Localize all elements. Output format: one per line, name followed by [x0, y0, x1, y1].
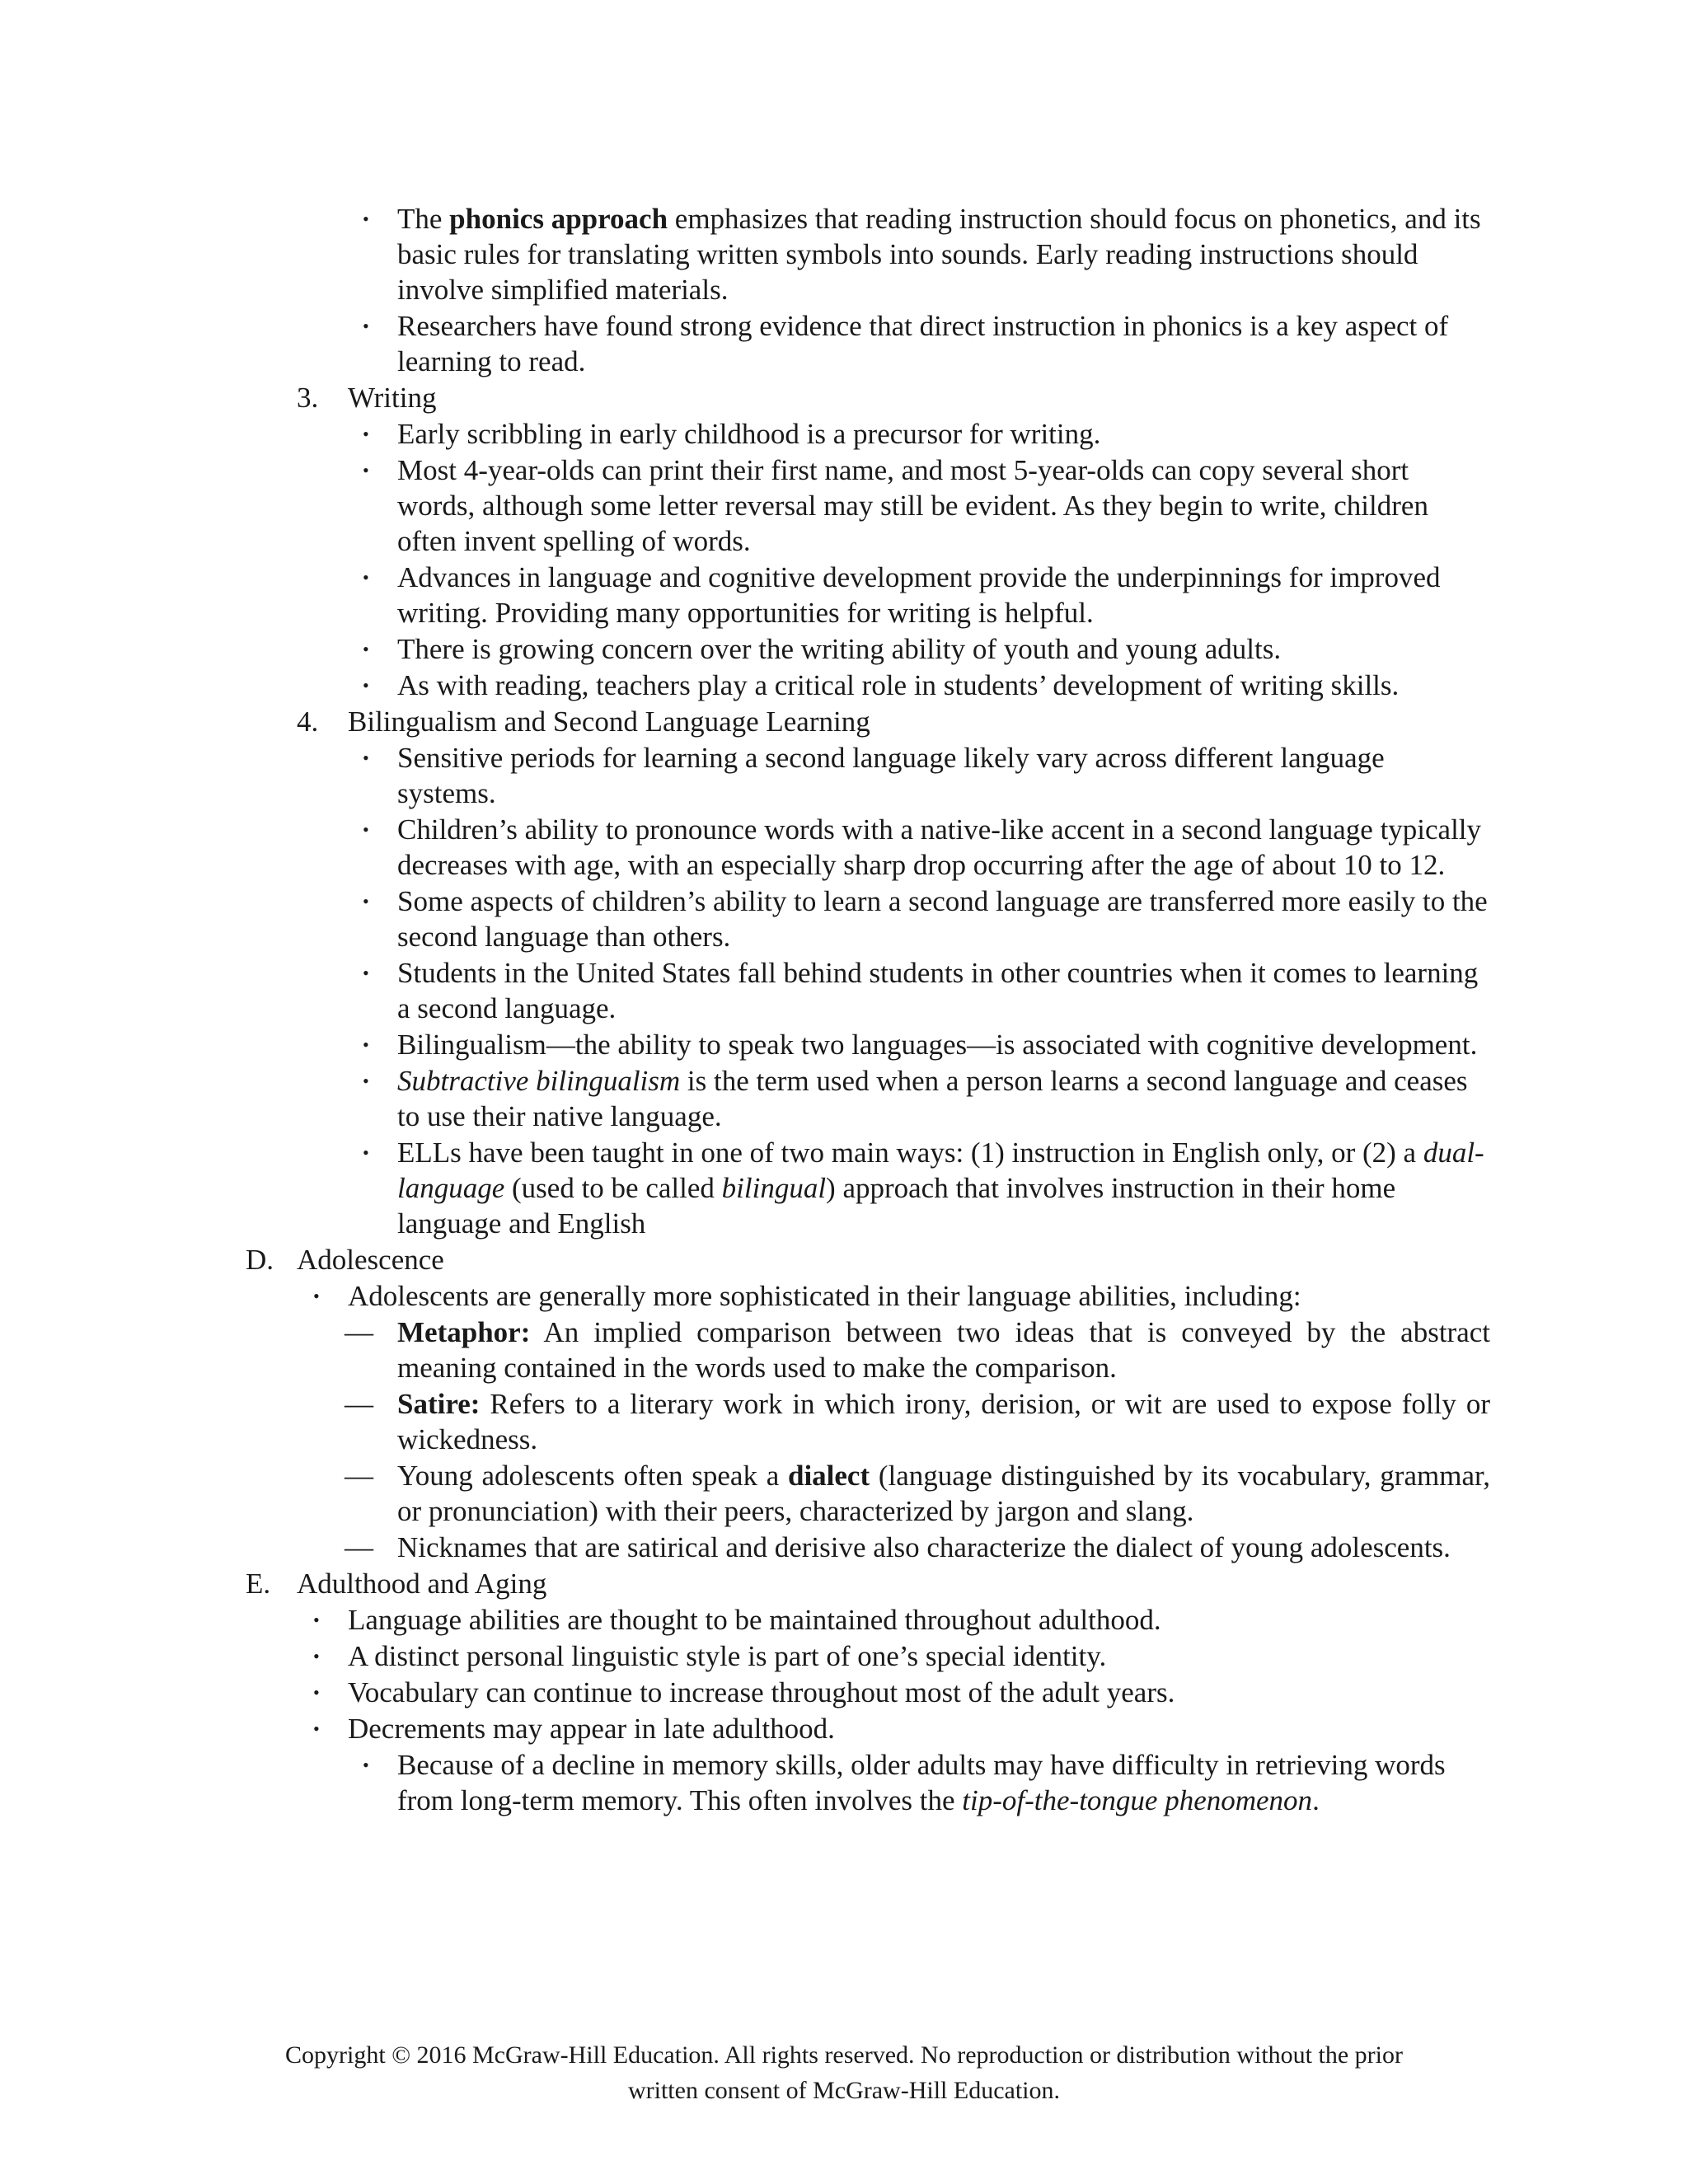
text-run: There is growing concern over the writing ability of youth and young adults. — [397, 633, 1282, 665]
text-run: Bilingualism—the ability to speak two languages—is associated with cognitive development. — [397, 1029, 1478, 1061]
italic-term: dual-language — [397, 1137, 1484, 1204]
bullet-list-item — [246, 452, 1490, 559]
text-run: Adolescence — [297, 1244, 444, 1276]
bullet-list-item — [246, 955, 1490, 1026]
dash-marker: — — [345, 1460, 373, 1492]
text-run: Adulthood and Aging — [297, 1568, 547, 1600]
section-heading — [246, 1566, 1490, 1601]
copyright-footer — [148, 2037, 1540, 2108]
bullet-icon: • — [363, 748, 369, 768]
item-text — [397, 1316, 1490, 1384]
subsection-heading — [246, 380, 1490, 415]
item-text — [348, 1640, 1106, 1672]
text-run: Early scribbling in early childhood is a precursor for writing. — [397, 418, 1101, 450]
item-text — [397, 1460, 1490, 1527]
dash-marker: — — [345, 1388, 373, 1420]
text-run: Writing — [348, 382, 437, 414]
item-text — [348, 1604, 1161, 1636]
bullet-icon: • — [313, 1610, 320, 1630]
subsection-heading — [246, 704, 1490, 739]
text-run: Decrements may appear in late adulthood. — [348, 1713, 835, 1745]
bullet-list-item — [246, 1602, 1490, 1638]
list-marker: E. — [246, 1568, 271, 1600]
bold-term: Metaphor: — [397, 1316, 531, 1348]
item-text — [397, 454, 1428, 557]
dash-list-item — [246, 1458, 1490, 1529]
item-text — [297, 1244, 444, 1276]
bullet-icon: • — [363, 424, 369, 444]
bullet-icon: • — [363, 1034, 369, 1055]
bullet-list-item — [246, 1063, 1490, 1134]
italic-term: Subtractive bilingualism — [397, 1065, 681, 1097]
text-run: The — [397, 203, 450, 235]
text-run: Vocabulary can continue to increase throughout most of the adult years. — [348, 1676, 1175, 1708]
bullet-list-item — [246, 883, 1490, 954]
text-run: . — [1312, 1784, 1320, 1816]
text-run: Refers to a literary work in which irony, derision, or wit are used to expose folly or wickedness. — [397, 1388, 1490, 1455]
text-run: An implied comparison between two ideas that is conveyed by the abstract meaning contained in the words used to make the comparison. — [397, 1316, 1490, 1384]
text-run: Adolescents are generally more sophisticated in their language abilities, including: — [348, 1280, 1301, 1312]
item-text — [397, 813, 1481, 881]
text-run: Children’s ability to pronounce words with a native-like accent in a second language typically decreases with age, with an especially sharp drop occurring after the age of about 10 to 12. — [397, 813, 1482, 881]
bold-term: phonics approach — [449, 203, 668, 235]
bullet-icon: • — [363, 819, 369, 840]
bullet-icon: • — [363, 316, 369, 336]
bullet-list-item — [246, 560, 1490, 630]
text-run: Young adolescents often speak a — [397, 1460, 788, 1492]
bullet-list-item — [246, 740, 1490, 811]
list-marker: D. — [246, 1244, 274, 1276]
text-run: (language distinguished by its vocabulary, grammar, or pronunciation) with their peers, characterized by jargon and slang. — [397, 1460, 1490, 1527]
bullet-icon: • — [363, 891, 369, 912]
italic-term: bilingual — [721, 1172, 827, 1204]
bullet-icon: • — [313, 1718, 320, 1739]
text-run: Students in the United States fall behind students in other countries when it comes to learning a second language. — [397, 957, 1479, 1024]
text-run: Most 4-year-olds can print their first name, and most 5-year-olds can copy several short words, although some letter reversal may still be evident. As they begin to write, children often invent spelling of words. — [397, 454, 1428, 557]
item-text — [397, 203, 1481, 306]
item-text — [297, 1568, 546, 1600]
text-run: A distinct personal linguistic style is part of one’s special identity. — [348, 1640, 1107, 1672]
text-run: Language abilities are thought to be maintained throughout adulthood. — [348, 1604, 1161, 1636]
item-text — [397, 418, 1100, 450]
text-run: emphasizes that reading instruction should focus on phonetics, and its basic rules for translating written symbols into sounds. Early reading instructions should involve simplified materials. — [397, 203, 1481, 306]
item-text — [397, 1029, 1477, 1061]
bullet-list-item — [246, 812, 1490, 883]
bullet-icon: • — [313, 1682, 320, 1703]
item-text — [397, 633, 1281, 665]
item-text — [348, 1676, 1175, 1708]
bullet-list-item — [246, 1278, 1490, 1314]
item-text — [397, 1137, 1484, 1240]
section-heading — [246, 1242, 1490, 1277]
bullet-list-item — [246, 308, 1490, 379]
bullet-list-item — [246, 668, 1490, 703]
item-text — [348, 1713, 835, 1745]
bullet-list-item — [246, 631, 1490, 667]
bullet-icon: • — [363, 1142, 369, 1163]
italic-term: tip-of-the-tongue phenomenon — [962, 1784, 1313, 1816]
bullet-list-item — [246, 1675, 1490, 1710]
dash-list-item — [246, 1315, 1490, 1385]
item-text — [397, 957, 1478, 1024]
bullet-icon: • — [363, 567, 369, 588]
bullet-list-item — [246, 1135, 1490, 1241]
bullet-icon: • — [363, 1755, 369, 1775]
text-run: Sensitive periods for learning a second language likely vary across different language systems. — [397, 742, 1385, 809]
list-marker: 3. — [297, 382, 319, 414]
item-text — [348, 382, 436, 414]
item-text — [397, 561, 1441, 629]
item-text — [348, 1280, 1301, 1312]
text-run: Some aspects of children’s ability to learn a second language are transferred more easily to the second language than others. — [397, 885, 1488, 953]
copyright-line-2: written consent of McGraw-Hill Education. — [627, 2077, 1061, 2104]
dash-marker: — — [345, 1531, 373, 1563]
bold-term: Satire: — [397, 1388, 481, 1420]
text-run: Nicknames that are satirical and derisive also characterize the dialect of young adolescents. — [397, 1531, 1451, 1563]
item-text — [397, 885, 1488, 953]
item-text — [397, 1065, 1468, 1132]
bold-term: dialect — [787, 1460, 870, 1492]
bullet-list-item — [246, 1638, 1490, 1674]
outline-body — [246, 201, 1490, 1819]
copyright-line-1: Copyright © 2016 McGraw-Hill Education. All rights reserved. No reproduction or distribution without the prior — [285, 2041, 1403, 2069]
text-run: As with reading, teachers play a critical role in students’ development of writing skills. — [397, 669, 1400, 701]
bullet-list-item — [246, 201, 1490, 307]
bullet-icon: • — [313, 1286, 320, 1306]
text-run: (used to be called — [504, 1172, 722, 1204]
bullet-icon: • — [363, 675, 369, 696]
item-text — [397, 310, 1448, 377]
text-run: Bilingualism and Second Language Learning — [348, 705, 870, 738]
dash-marker: — — [345, 1316, 373, 1348]
text-run: is the term used when a person learns a second language and ceases to use their native language. — [397, 1065, 1468, 1132]
text-run: ELLs have been taught in one of two main ways: (1) instruction in English only, or (2) a — [397, 1137, 1423, 1169]
bullet-list-item — [246, 1747, 1490, 1818]
item-text — [397, 742, 1385, 809]
bullet-icon: • — [363, 209, 369, 229]
bullet-list-item — [246, 1711, 1490, 1746]
item-text — [397, 669, 1399, 701]
dash-list-item — [246, 1386, 1490, 1457]
list-marker: 4. — [297, 705, 319, 738]
item-text — [348, 705, 870, 738]
text-run: Researchers have found strong evidence that direct instruction in phonics is a key aspect of learning to read. — [397, 310, 1449, 377]
bullet-list-item — [246, 416, 1490, 452]
text-run: Advances in language and cognitive development provide the underpinnings for improved writing. Providing many opportunities for writing is helpful. — [397, 561, 1441, 629]
item-text — [397, 1749, 1446, 1816]
bullet-icon: • — [363, 1071, 369, 1091]
dash-list-item — [246, 1530, 1490, 1565]
item-text — [397, 1531, 1451, 1563]
text-run: Because of a decline in memory skills, older adults may have difficulty in retrieving words from long-term memory. This often involves the — [397, 1749, 1446, 1816]
item-text — [397, 1388, 1490, 1455]
bullet-icon: • — [313, 1646, 320, 1666]
text-run: ) approach that involves instruction in their home language and English — [397, 1172, 1396, 1240]
bullet-list-item — [246, 1027, 1490, 1062]
bullet-icon: • — [363, 460, 369, 480]
bullet-icon: • — [363, 963, 369, 983]
bullet-icon: • — [363, 639, 369, 659]
